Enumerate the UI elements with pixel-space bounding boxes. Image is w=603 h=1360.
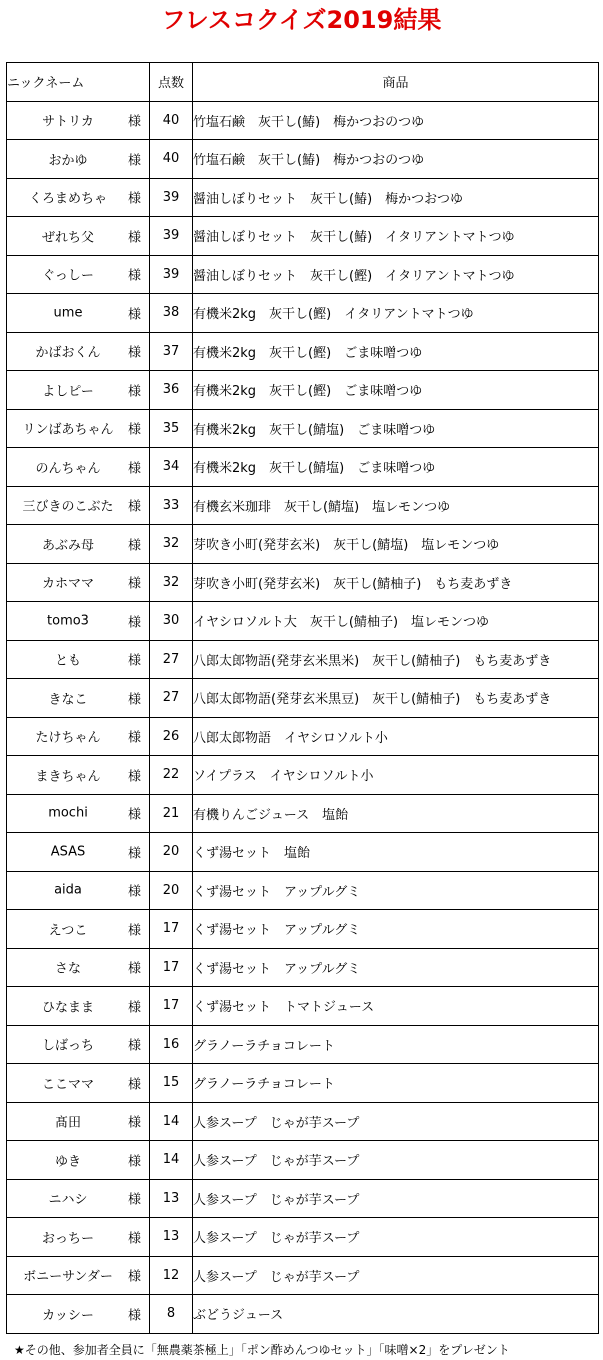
score-cell: 8	[150, 1295, 193, 1334]
nickname-cell	[7, 717, 150, 756]
nickname: おかゆ	[48, 153, 88, 169]
score-cell: 13	[150, 1218, 193, 1257]
prize-cell: 有機りんごジュース 塩飴	[193, 794, 599, 833]
score-cell: 22	[150, 756, 193, 795]
table-row	[7, 140, 599, 179]
table-row	[7, 486, 599, 525]
honorific: 様	[127, 422, 141, 438]
prize-cell: 有機米2kg 灰干し(鰹) イタリアントマトつゆ	[193, 294, 599, 333]
nickname-cell	[7, 140, 150, 179]
score-cell: 17	[150, 910, 193, 949]
nickname: ここママ	[41, 1077, 94, 1093]
nickname-cell	[7, 1295, 150, 1334]
nickname-cell	[7, 910, 150, 949]
nickname: ASAS	[50, 844, 86, 860]
nickname: くろまめちゃ	[28, 191, 107, 207]
score-cell: 34	[150, 448, 193, 487]
prize-cell: 竹塩石鹸 灰干し(鰆) 梅かつおのつゆ	[193, 140, 599, 179]
nickname-cell	[7, 1064, 150, 1103]
score-cell: 39	[150, 178, 193, 217]
honorific: 様	[127, 769, 141, 785]
score-cell: 36	[150, 371, 193, 410]
nickname-cell	[7, 948, 150, 987]
score-cell: 39	[150, 217, 193, 256]
prize-cell: 有機米2kg 灰干し(鯖塩) ごま味噌つゆ	[193, 409, 599, 448]
honorific: 様	[127, 961, 141, 977]
score-cell: 37	[150, 332, 193, 371]
honorific: 様	[127, 576, 141, 592]
prize-cell: イヤシロソルト大 灰干し(鯖柚子) 塩レモンつゆ	[193, 602, 599, 641]
score-cell: 17	[150, 948, 193, 987]
nickname-cell	[7, 756, 150, 795]
nickname-cell	[7, 1102, 150, 1141]
honorific: 様	[127, 384, 141, 400]
table-row	[7, 1256, 599, 1295]
nickname: tomo3	[47, 613, 89, 629]
table-row	[7, 1141, 599, 1180]
table-row	[7, 833, 599, 872]
nickname: リンばあちゃん	[22, 422, 114, 438]
honorific: 様	[127, 1154, 141, 1170]
nickname-cell	[7, 255, 150, 294]
score-cell: 40	[150, 101, 193, 140]
honorific: 様	[127, 653, 141, 669]
nickname-cell	[7, 833, 150, 872]
table-row	[7, 332, 599, 371]
nickname-cell	[7, 794, 150, 833]
score-cell: 15	[150, 1064, 193, 1103]
nickname: aida	[54, 882, 82, 898]
prize-cell: 人参スープ じゃが芋スープ	[193, 1141, 599, 1180]
honorific: 様	[127, 499, 141, 515]
results-table	[6, 62, 599, 1334]
table-row	[7, 794, 599, 833]
score-cell: 39	[150, 255, 193, 294]
prize-cell: 醤油しぼりセット 灰干し(鰹) イタリアントマトつゆ	[193, 255, 599, 294]
prize-cell: ソイプラス イヤシロソルト小	[193, 756, 599, 795]
nickname: サトリカ	[42, 114, 94, 130]
table-row	[7, 679, 599, 718]
score-cell: 14	[150, 1141, 193, 1180]
nickname-cell	[7, 1256, 150, 1295]
score-cell: 27	[150, 679, 193, 718]
score-cell: 20	[150, 833, 193, 872]
nickname: mochi	[48, 805, 88, 821]
honorific: 様	[127, 1115, 141, 1131]
prize-cell: くず湯セット アップルグミ	[193, 948, 599, 987]
nickname: えつこ	[48, 923, 88, 939]
header-prize: 商品	[193, 63, 599, 102]
honorific: 様	[127, 307, 141, 323]
table-row	[7, 294, 599, 333]
honorific: 様	[127, 230, 141, 246]
nickname-cell	[7, 217, 150, 256]
prize-cell: 有機米2kg 灰干し(鰹) ごま味噌つゆ	[193, 332, 599, 371]
honorific: 様	[127, 730, 141, 746]
nickname: のんちゃん	[35, 461, 101, 477]
table-row	[7, 1102, 599, 1141]
table-row	[7, 717, 599, 756]
nickname: よしピー	[42, 384, 94, 400]
honorific: 様	[127, 692, 141, 708]
honorific: 様	[127, 1231, 141, 1247]
nickname-cell	[7, 602, 150, 641]
table-row	[7, 1295, 599, 1334]
honorific: 様	[127, 1192, 141, 1208]
prize-cell: 有機玄米珈琲 灰干し(鯖塩) 塩レモンつゆ	[193, 486, 599, 525]
nickname: しばっち	[41, 1038, 94, 1054]
honorific: 様	[127, 1308, 141, 1324]
nickname: とも	[54, 653, 81, 669]
nickname: 髙田	[54, 1115, 81, 1131]
score-cell: 35	[150, 409, 193, 448]
nickname: かばおくん	[35, 345, 101, 361]
honorific: 様	[127, 114, 141, 130]
nickname-cell	[7, 1179, 150, 1218]
table-row	[7, 948, 599, 987]
honorific: 様	[127, 538, 141, 554]
nickname-cell	[7, 1025, 150, 1064]
nickname-cell	[7, 525, 150, 564]
honorific: 様	[127, 1000, 141, 1016]
prize-cell: 竹塩石鹸 灰干し(鰆) 梅かつおのつゆ	[193, 101, 599, 140]
table-row	[7, 255, 599, 294]
honorific: 様	[127, 1269, 141, 1285]
score-cell: 33	[150, 486, 193, 525]
nickname-cell	[7, 871, 150, 910]
table-row	[7, 409, 599, 448]
score-cell: 12	[150, 1256, 193, 1295]
score-cell: 16	[150, 1025, 193, 1064]
nickname: ume	[53, 305, 83, 321]
nickname: カッシー	[42, 1308, 94, 1324]
header-nickname: ニックネーム	[7, 63, 150, 102]
score-cell: 14	[150, 1102, 193, 1141]
nickname: あぶみ母	[41, 538, 94, 554]
nickname: たけちゃん	[35, 730, 101, 746]
prize-cell: グラノーラチョコレート	[193, 1064, 599, 1103]
prize-cell: くず湯セット アップルグミ	[193, 910, 599, 949]
honorific: 様	[127, 345, 141, 361]
nickname-cell	[7, 1141, 150, 1180]
table-row	[7, 371, 599, 410]
prize-cell: 八郎太郎物語(発芽玄米黒豆) 灰干し(鯖柚子) もち麦あずき	[193, 679, 599, 718]
nickname: おっちー	[41, 1231, 94, 1247]
nickname: さな	[54, 961, 81, 977]
nickname-cell	[7, 679, 150, 718]
table-row	[7, 602, 599, 641]
table-header-row	[7, 63, 599, 102]
table-row	[7, 640, 599, 679]
nickname-cell	[7, 448, 150, 487]
table-row	[7, 1025, 599, 1064]
score-cell: 26	[150, 717, 193, 756]
nickname: ひなまま	[41, 1000, 94, 1016]
prize-cell: 人参スープ じゃが芋スープ	[193, 1256, 599, 1295]
table-row	[7, 1218, 599, 1257]
nickname-cell	[7, 563, 150, 602]
honorific: 様	[127, 807, 141, 823]
table-row	[7, 871, 599, 910]
table-row	[7, 101, 599, 140]
table-row	[7, 756, 599, 795]
prize-cell: グラノーラチョコレート	[193, 1025, 599, 1064]
score-cell: 30	[150, 602, 193, 641]
score-cell: 32	[150, 563, 193, 602]
honorific: 様	[127, 153, 141, 169]
prize-cell: 醤油しぼりセット 灰干し(鰆) 梅かつおつゆ	[193, 178, 599, 217]
prize-cell: くず湯セット トマトジュース	[193, 987, 599, 1026]
nickname-cell	[7, 371, 150, 410]
prize-cell: ぶどうジュース	[193, 1295, 599, 1334]
nickname-cell	[7, 294, 150, 333]
score-cell: 13	[150, 1179, 193, 1218]
nickname: カホママ	[41, 576, 94, 592]
nickname-cell	[7, 1218, 150, 1257]
prize-cell: 芽吹き小町(発芽玄米) 灰干し(鯖塩) 塩レモンつゆ	[193, 525, 599, 564]
prize-cell: 芽吹き小町(発芽玄米) 灰干し(鯖柚子) もち麦あずき	[193, 563, 599, 602]
score-cell: 27	[150, 640, 193, 679]
score-cell: 32	[150, 525, 193, 564]
prize-cell: 八郎太郎物語(発芽玄米黒米) 灰干し(鯖柚子) もち麦あずき	[193, 640, 599, 679]
score-cell: 21	[150, 794, 193, 833]
nickname-cell	[7, 640, 150, 679]
page-title: フレスコクイズ2019結果	[161, 6, 442, 34]
score-cell: 20	[150, 871, 193, 910]
prize-cell: くず湯セット アップルグミ	[193, 871, 599, 910]
honorific: 様	[127, 461, 141, 477]
nickname: ぜれち父	[41, 230, 94, 246]
prize-cell: 八郎太郎物語 イヤシロソルト小	[193, 717, 599, 756]
table-row	[7, 448, 599, 487]
table-row	[7, 987, 599, 1026]
prize-cell: 醤油しぼりセット 灰干し(鰆) イタリアントマトつゆ	[193, 217, 599, 256]
table-row	[7, 1179, 599, 1218]
table-row	[7, 525, 599, 564]
prize-cell: くず湯セット 塩飴	[193, 833, 599, 872]
table-row	[7, 217, 599, 256]
table-row	[7, 563, 599, 602]
table-row	[7, 178, 599, 217]
prize-cell: 人参スープ じゃが芋スープ	[193, 1179, 599, 1218]
nickname: ニハシ	[48, 1192, 88, 1208]
header-score: 点数	[150, 63, 193, 102]
nickname: ぐっしー	[42, 268, 94, 284]
nickname-cell	[7, 332, 150, 371]
table-row	[7, 910, 599, 949]
nickname-cell	[7, 101, 150, 140]
honorific: 様	[127, 846, 141, 862]
nickname-cell	[7, 409, 150, 448]
score-cell: 17	[150, 987, 193, 1026]
nickname: まきちゃん	[35, 769, 101, 785]
honorific: 様	[127, 1077, 141, 1093]
prize-cell: 人参スープ じゃが芋スープ	[193, 1102, 599, 1141]
nickname: ゆき	[54, 1154, 81, 1170]
nickname: ボニーサンダー	[23, 1269, 113, 1285]
honorific: 様	[127, 884, 141, 900]
honorific: 様	[127, 615, 141, 631]
honorific: 様	[127, 268, 141, 284]
prize-cell: 人参スープ じゃが芋スープ	[193, 1218, 599, 1257]
nickname: きなこ	[48, 692, 88, 708]
table-row	[7, 1064, 599, 1103]
honorific: 様	[127, 1038, 141, 1054]
nickname-cell	[7, 987, 150, 1026]
score-cell: 40	[150, 140, 193, 179]
prize-cell: 有機米2kg 灰干し(鰹) ごま味噌つゆ	[193, 371, 599, 410]
footnote: ★その他、参加者全員に「無農薬茶極上」「ポン酢めんつゆセット」「味噌×2」をプレゼント	[14, 1343, 510, 1357]
honorific: 様	[127, 923, 141, 939]
nickname: 三びきのこぶた	[22, 499, 114, 515]
nickname-cell	[7, 178, 150, 217]
honorific: 様	[127, 191, 141, 207]
prize-cell: 有機米2kg 灰干し(鯖塩) ごま味噌つゆ	[193, 448, 599, 487]
score-cell: 38	[150, 294, 193, 333]
nickname-cell	[7, 486, 150, 525]
